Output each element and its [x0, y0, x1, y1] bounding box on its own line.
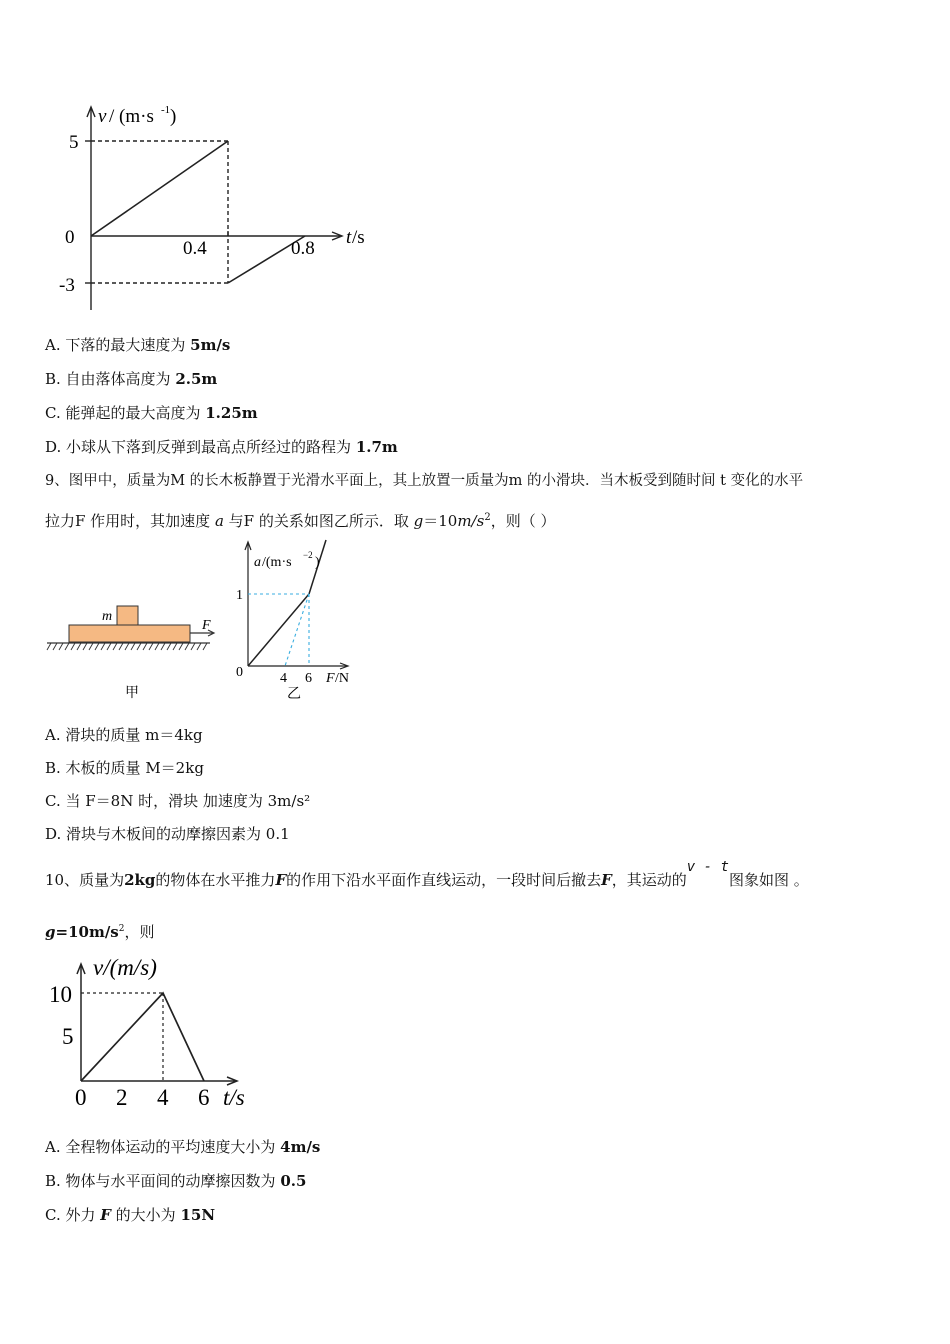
- y-tick-1: 1: [236, 588, 243, 603]
- x-tick-2: 2: [116, 1085, 128, 1110]
- x-tick-6: 6: [305, 671, 312, 686]
- y-label: v/(m/s): [93, 955, 157, 980]
- vt-symbol: v - t: [686, 859, 729, 875]
- x-label-unit: /N: [335, 671, 349, 686]
- long-board: [69, 625, 190, 642]
- dash-extension: [285, 594, 309, 666]
- block-board-diagram: [45, 600, 225, 705]
- x-tick-08: 0.8: [291, 238, 315, 259]
- y-label-unit: /(m·s: [262, 555, 292, 570]
- y-tick-0: 0: [65, 227, 75, 248]
- q8-option-c: C. 能弹起的最大高度为 1.25m: [45, 404, 258, 422]
- y-tick-5: 5: [69, 132, 79, 153]
- a-F-graph: [225, 535, 365, 705]
- y-label-unit: / (m·s: [109, 106, 154, 127]
- q8-option-a: A. 下落的最大速度为 5m/s: [45, 336, 231, 354]
- y-label-exp: −2: [303, 550, 313, 560]
- caption-jia: 甲: [125, 686, 139, 701]
- line-segment-1: [248, 594, 309, 666]
- q9-option-d: D. 滑块与木板间的动摩擦因素为 0.1: [45, 825, 290, 843]
- q9-option-b: B. 木板的质量 M＝2kg: [45, 759, 204, 777]
- q9-stem-line2: 拉力F 作用时，其加速度 a 与F 的关系如图乙所示．取 $g=10m/s^2$，则（ ）: [45, 512, 556, 530]
- q9-option-c: C. 当 F＝8N 时，滑块 加速度为 3m/s²: [45, 792, 311, 810]
- x-tick-6: 6: [198, 1085, 210, 1110]
- y-tick-5: 5: [62, 1024, 74, 1049]
- velocity-line: [81, 993, 204, 1081]
- q8-option-b: B. 自由落体高度为 2.5m: [45, 370, 218, 388]
- x-label-t: t: [346, 227, 352, 248]
- x-label-unit: /s: [352, 227, 365, 248]
- q10-option-a: A. 全程物体运动的平均速度大小为 4m/s: [45, 1138, 321, 1156]
- q9-option-a: A. 滑块的质量 m＝4kg: [45, 726, 203, 744]
- y-label-exp: -1: [161, 104, 171, 116]
- y-label-close: ): [315, 555, 320, 570]
- y-label-a: a: [254, 555, 261, 570]
- q9-stem-line1: 9、图甲中，质量为M 的长木板静置于光滑水平面上，其上放置一质量为m 的小滑块．当木板受到随时间 t 变化的水平: [45, 473, 804, 489]
- q10-stem-line1: 10、质量为2kg的物体在水平推力F的作用下沿水平面作直线运动，一段时间后撤去F，其运动的v - t图象如图 。: [45, 859, 809, 889]
- small-block: [117, 606, 138, 625]
- q10-stem-line2: $g=10m/s^2$，则: [45, 923, 155, 941]
- caption-yi: 乙: [287, 687, 301, 702]
- y-tick-10: 10: [49, 982, 72, 1007]
- q8-option-d: D. 小球从下落到反弹到最高点所经过的路程为 1.7m: [45, 438, 398, 456]
- label-m: m: [102, 609, 113, 624]
- vt-graph-1: [50, 95, 390, 315]
- x-tick-4: 4: [280, 671, 287, 686]
- rising-line: [91, 141, 228, 236]
- vt-graph-2: [45, 952, 265, 1117]
- x-tick-4: 4: [157, 1085, 169, 1110]
- label-F: F: [202, 618, 211, 633]
- x-label: t/s: [223, 1085, 245, 1110]
- x-tick-0: 0: [75, 1085, 87, 1110]
- q10-option-c: C. 外力 F 的大小为 15N: [45, 1206, 216, 1224]
- q10-option-b: B. 物体与水平面间的动摩擦因数为 0.5: [45, 1172, 307, 1190]
- x-label-F: F: [326, 671, 335, 686]
- y-tick-neg3: -3: [59, 275, 75, 296]
- origin-0: 0: [236, 665, 243, 680]
- x-tick-04: 0.4: [183, 238, 207, 259]
- y-label-v: v: [98, 106, 107, 127]
- y-label-close: ): [170, 106, 177, 127]
